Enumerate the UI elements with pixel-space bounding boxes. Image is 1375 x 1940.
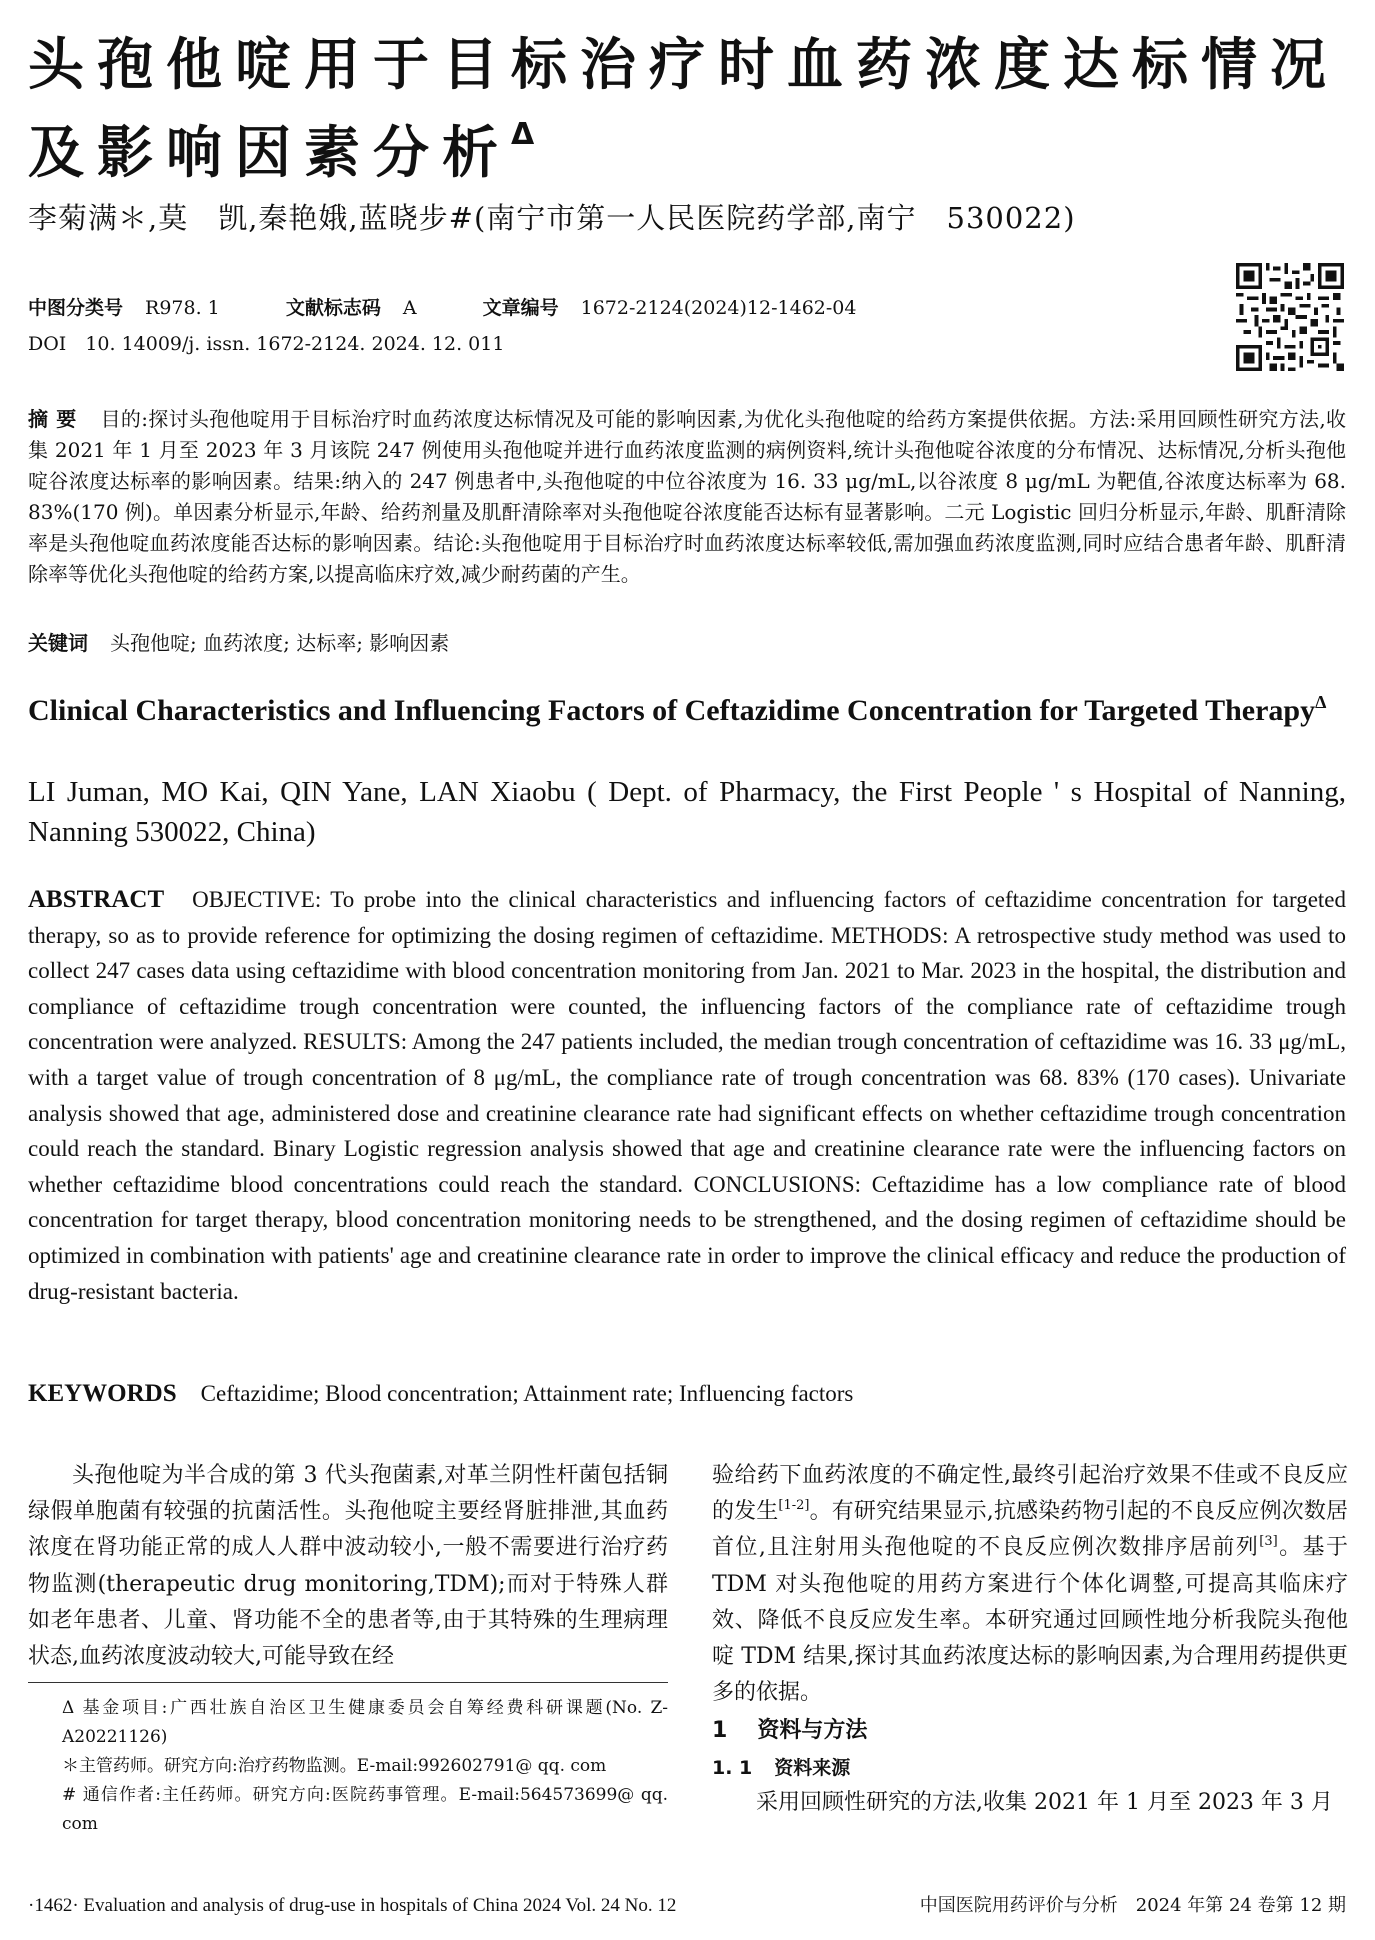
section-1-1-text: 采用回顾性研究的方法,收集 2021 年 1 月至 2023 年 3 月 [756,1790,1333,1816]
cn-keywords-label: 关键词 [28,631,88,655]
body-column-right [712,1458,1348,1822]
intro-text-b: 。有研究结果显示,抗感染药物引起的不良反应例次数居首位,且注射用头孢他啶的不良反应例次数排序居前列 [712,1499,1348,1561]
intro-text-c: 。基于 TDM 对头孢他啶的用药方案进行个体化调整,可提高其临床疗效、降低不良反应发生率。本研究通过回顾性地分析我院头孢他啶 TDM 结果,探讨其血药浓度达标的影响因素,为合理用药提供更多的依据。 [712,1535,1348,1706]
intro-paragraph-1: 头孢他啶为半合成的第 3 代头孢菌素,对革兰阴性杆菌包括铜绿假单胞菌有较强的抗菌活性。头孢他啶主要经肾脏排泄,其血药浓度在肾功能正常的成人人群中波动较小,一般不需要进行治疗药物监测(therapeutic drug monitoring,TDM);而对于特殊人群如老年患者、儿童、肾功能不全的患者等,由于其特殊的生理病理状态,血药浓度波动较大,可能导致在经 [28,1463,668,1670]
article-meta [28,290,916,362]
intro-paragraph-2 [712,1458,1348,1711]
english-abstract [28,882,1346,1309]
citation-3[interactable]: [3] [1259,1534,1278,1550]
body-column-left [28,1458,668,1675]
english-abstract-text: OBJECTIVE: To probe into the clinical characteristics and influencing factors of ceftazidime concentration for targeted therapy, so as to provide reference for optimizing the dosing regimen of ceftazidime. METHODS: A retrospective study method was used to collect 247 cases data using ceftazidime with blood concentration monitoring from Jan. 2021 to Mar. 2023 in the hospital, the distribution and compliance of ceftazidime trough concentration were counted, the influencing factors of the compliance rate of ceftazidime trough concentration were analyzed. RESULTS: Among the 247 patients included, the median trough concentration of ceftazidime was 16. 33 μg/mL, with a target value of trough concentration of 8 μg/mL, the compliance rate of trough concentration was 68. 83% (170 cases). Univariate analysis showed that age, administered dose and creatinine clearance rate had significant effects on whether ceftazidime trough concentration could reach the standard. Binary Logistic regression analysis showed that age and creatinine clearance rate were the influencing factors on whether ceftazidime blood concentrations could reach the standard. CONCLUSIONS: Ceftazidime has a low compliance rate of blood concentration for target therapy, blood concentration monitoring needs to be strengthened, and the dosing regimen of ceftazidime should be optimized in combination with patients' age and creatinine clearance rate in order to improve the clinical efficacy and reduce the production of drug-resistant bacteria. [28,887,1346,1304]
citation-1-2[interactable]: [1-2] [778,1498,810,1514]
footnotes [28,1694,668,1839]
cn-keywords-text: 头孢他啶; 血药浓度; 达标率; 影响因素 [110,631,450,655]
english-keywords [28,1377,853,1411]
section-1-1-heading [712,1751,1348,1785]
section-1-title: 资料与方法 [757,1718,868,1744]
section-1-heading [712,1711,1348,1751]
footnote-fund: Δ 基金项目:广西壮族自治区卫生健康委员会自筹经费科研课题(No. Z-A20221126) [62,1698,668,1747]
english-keywords-text: Ceftazidime; Blood concentration; Attainment rate; Influencing factors [200,1381,854,1406]
english-fund-mark: Δ [1315,692,1327,712]
footer-journal-cn: 中国医院用药评价与分析 2024 年第 24 卷第 12 期 [919,1895,1346,1916]
footnote-first-author: ＊主管药师。研究方向:治疗药物监测。E-mail:992602791@ qq. com [62,1756,607,1776]
article-title-line1: 头孢他啶用于目标治疗时血药浓度达标情况 [28,33,1339,98]
english-keywords-label: KEYWORDS [28,1380,177,1407]
qr-code-icon[interactable] [1236,263,1344,371]
article-title-line2: 及影响因素分析 [28,121,511,186]
cn-keywords [28,627,449,659]
meta-row-1 [28,290,916,326]
doc-code-label: 文献标志码 [285,297,381,319]
clc-label: 中图分类号 [28,297,124,319]
english-abstract-label: ABSTRACT [28,886,165,913]
article-no-label: 文章编号 [482,297,559,319]
footnote-corresponding: # 通信作者:主任药师。研究方向:医院药事管理。E-mail:564573699@ qq. com [62,1785,668,1834]
doc-code-value: A [402,297,417,319]
english-title [28,691,1346,730]
english-title-text: Clinical Characteristics and Influencing Factors of Ceftazidime Concentration for Targeted Therapy [28,694,1316,727]
clc-value: R978. 1 [145,297,220,319]
cn-abstract-label: 摘要 [28,407,85,431]
section-1-1-number: 1. 1 [712,1757,753,1780]
cn-abstract-text: 目的:探讨头孢他啶用于目标治疗时血药浓度达标情况及可能的影响因素,为优化头孢他啶的给药方案提供依据。方法:采用回顾性研究方法,收集 2021 年 1 月至 2023 年 3 月该院 247 例使用头孢他啶并进行血药浓度监测的病例资料,统计头孢他啶谷浓度的分布情况、达标情况,分析头孢他啶谷浓度达标率的影响因素。结果:纳入的 247 例患者中,头孢他啶的中位谷浓度为 16. 33 μg/mL,以谷浓度 8 μg/mL 为靶值,谷浓度达标率为 68. 83%(170 例)。单因素分析显示,年龄、给药剂量及肌酐清除率对头孢他啶谷浓度能否达标有显著影响。二元 Logistic 回归分析显示,年龄、肌酐清除率是头孢他啶血药浓度能否达标的影响因素。结论:头孢他啶用于目标治疗时血药浓度达标率较低,需加强血药浓度监测,同时应结合患者年龄、肌酐清除率等优化头孢他啶的给药方案,以提高临床疗效,减少耐药菌的产生。 [28,407,1346,586]
fund-mark: Δ [511,117,535,152]
cn-abstract [28,404,1346,590]
english-authors: LI Juman, MO Kai, QIN Yane, LAN Xiaobu ( Dept. of Pharmacy, the First People ' s Hospital of Nanning, Nanning 530022, China) [28,776,1346,848]
section-1-1-title: 资料来源 [774,1757,851,1780]
author-list: 李菊满＊,莫 凯,秦艳娥,蓝晓步#(南宁市第一人民医院药学部,南宁 530022) [28,201,1076,235]
footnote-divider [28,1682,668,1683]
section-1-number: 1 [712,1718,728,1744]
article-title [28,22,1348,198]
article-no-value: 1672-2124(2024)12-1462-04 [580,297,857,319]
intro-text-a: 验给药下血药浓度的不确定性,最终引起治疗效果不佳或不良反应的发生 [712,1463,1348,1525]
footer-journal-en: ·1462· Evaluation and analysis of drug-use in hospitals of China 2024 Vol. 24 No. 12 [28,1895,677,1916]
doi: DOI 10. 14009/j. issn. 1672-2124. 2024. 12. 011 [28,333,505,355]
